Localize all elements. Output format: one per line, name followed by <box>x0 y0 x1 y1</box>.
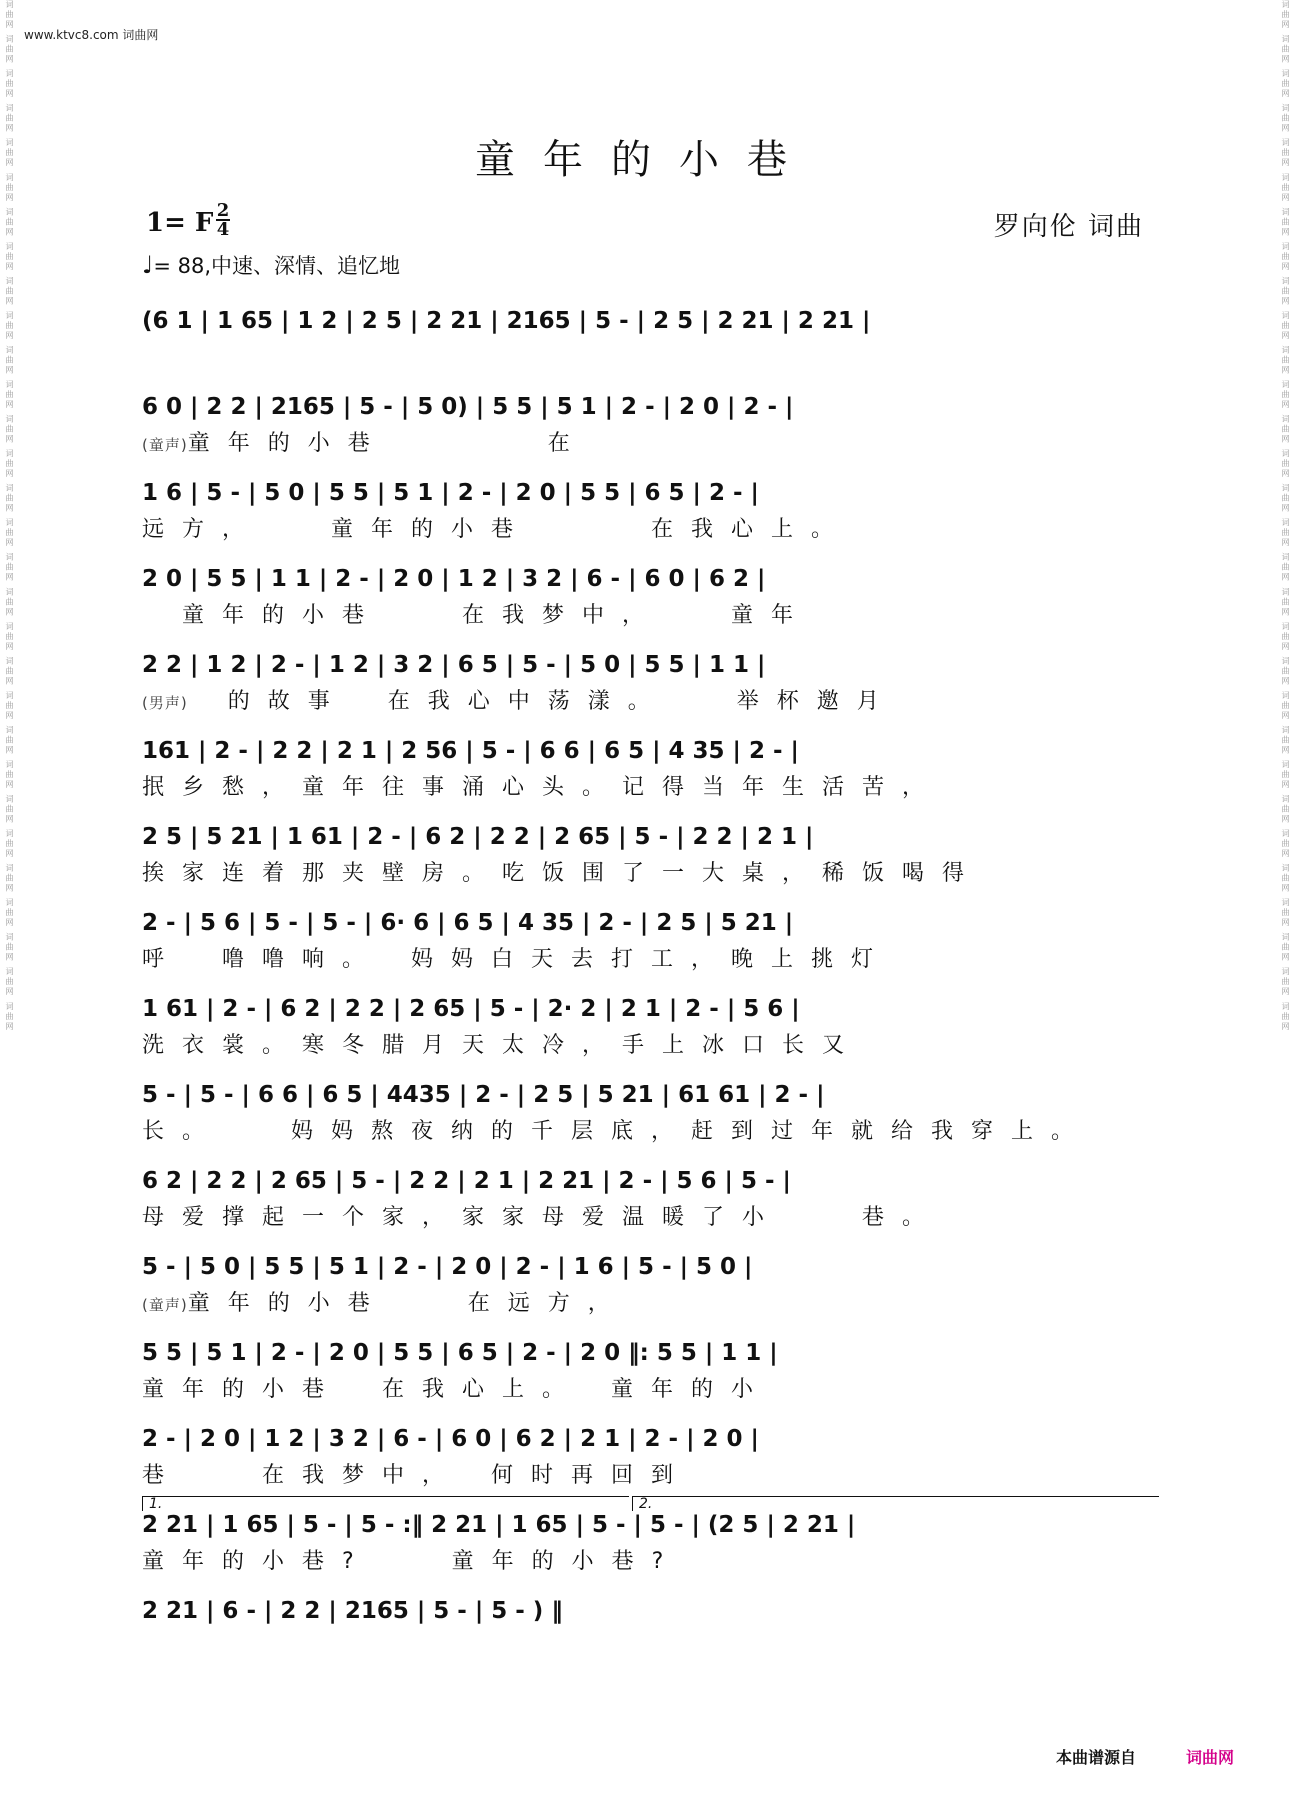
composer: 罗向伦 词曲 <box>993 212 1144 242</box>
footer-brand: 词曲网 <box>1185 1748 1234 1767</box>
notation-line: 5 - | 5 - | 6 6 | 6 5 | 4435 | 2 - | 2 5 | 5 21 | 61 61 | 2 - | <box>142 1082 825 1108</box>
score-system <box>142 1158 1152 1244</box>
notation-line: 2 5 | 5 21 | 1 61 | 2 - | 6 2 | 2 2 | 2 65 | 5 - | 2 2 | 2 1 | <box>142 824 814 850</box>
notation-line: 1 61 | 2 - | 6 2 | 2 2 | 2 65 | 5 - | 2· 2 | 2 1 | 2 - | 5 6 | <box>142 996 800 1022</box>
notation-line: 2 - | 2 0 | 1 2 | 3 2 | 6 - | 6 0 | 6 2 | 2 1 | 2 - | 2 0 | <box>142 1426 759 1452</box>
voice-label: (童声) <box>142 1296 188 1314</box>
footer-label: 本曲谱源自 <box>1055 1748 1136 1767</box>
lyric-line <box>142 1286 1152 1318</box>
score-system <box>142 814 1152 900</box>
page-title: 童年的小巷 <box>475 137 815 183</box>
score-system <box>142 728 1152 814</box>
lyric-line <box>142 340 1152 372</box>
lyric-line <box>142 598 1152 630</box>
lyric-line <box>142 856 1152 888</box>
score-system <box>142 298 1152 384</box>
lyric-text: 长。 妈妈熬夜纳的千层底，赶到过年就给我穿上。 <box>142 1119 1092 1144</box>
score-system <box>142 642 1152 728</box>
lyric-text: 童年的小巷 在我梦中， 童年 <box>142 603 812 628</box>
lyric-line <box>142 1544 1152 1576</box>
tempo-text: = 88,中速、深情、追忆地 <box>153 254 400 278</box>
notation-line: 2 21 | 6 - | 2 2 | 2165 | 5 - | 5 - ) ‖ <box>142 1598 563 1624</box>
key-signature: 1= F <box>146 208 214 238</box>
lyric-line <box>142 1114 1152 1146</box>
score-system <box>142 1588 1152 1674</box>
notation-line: 2 0 | 5 5 | 1 1 | 2 - | 2 0 | 1 2 | 3 2 | 6 - | 6 0 | 6 2 | <box>142 566 766 592</box>
score-system <box>142 900 1152 986</box>
lyric-line <box>142 512 1152 544</box>
score-system <box>142 1244 1152 1330</box>
right-watermark: 词曲网 词曲网 词曲网 词曲网 词曲网 词曲网 词曲网 词曲网 词曲网 词曲网 词曲网 词曲网 词曲网 词曲网 词曲网 词曲网 词曲网 词曲网 词曲网 词曲网 词曲网 词曲网 词曲网 词曲网 词曲网 词曲网 词曲网 词曲网 词曲网 词曲网 <box>1281 0 1290 1032</box>
notation-line: 2 21 | 1 65 | 5 - | 5 - :‖ 2 21 | 1 65 | 5 - | 5 - | (2 5 | 2 21 | <box>142 1512 856 1538</box>
lyric-text: 挨家连着那夹壁房。吃饭围了一大桌，稀饭喝得 <box>142 861 983 886</box>
score-system <box>142 1416 1152 1502</box>
score-system <box>142 470 1152 556</box>
score-system <box>142 556 1152 642</box>
header-url: www.ktvc8.com 词曲网 <box>24 28 159 42</box>
lyric-line <box>142 1630 1152 1662</box>
score-system <box>142 986 1152 1072</box>
volta-second-ending: 2. <box>632 1496 1159 1511</box>
footer <box>1056 1745 1234 1768</box>
volta-first-ending: 1. <box>142 1496 629 1511</box>
lyric-text: 巷 在我梦中， 何时再回到 <box>142 1463 692 1488</box>
score <box>142 298 1152 1674</box>
notation-line: 161 | 2 - | 2 2 | 2 1 | 2 56 | 5 - | 6 6 | 6 5 | 4 35 | 2 - | <box>142 738 799 764</box>
lyric-line <box>142 770 1152 802</box>
notation-line: 6 0 | 2 2 | 2165 | 5 - | 5 0) | 5 5 | 5 1 | 2 - | 2 0 | 2 - | <box>142 394 794 420</box>
lyric-text: 童年的小巷 在远方， <box>187 1291 628 1316</box>
time-signature-bottom: 4 <box>216 219 230 240</box>
notation-line: 1 6 | 5 - | 5 0 | 5 5 | 5 1 | 2 - | 2 0 | 5 5 | 6 5 | 2 - | <box>142 480 759 506</box>
time-signature <box>216 202 230 238</box>
lyric-line <box>142 426 1152 458</box>
voice-label: (男声) <box>142 694 188 712</box>
score-system <box>142 1330 1152 1416</box>
voice-label: (童声) <box>142 436 188 454</box>
score-system <box>142 1072 1152 1158</box>
lyric-line <box>142 1458 1152 1490</box>
lyric-text: 洗衣裳。寒冬腊月天太冷，手上冰口长又 <box>142 1033 863 1058</box>
lyric-text: 童年的小巷? 童年的小巷? <box>142 1549 682 1574</box>
lyric-line <box>142 1028 1152 1060</box>
lyric-text: 远方， 童年的小巷 在我心上。 <box>142 517 852 542</box>
notation-line: 2 - | 5 6 | 5 - | 5 - | 6· 6 | 6 5 | 4 35 | 2 - | 2 5 | 5 21 | <box>142 910 794 936</box>
lyric-line <box>142 684 1152 716</box>
lyric-line <box>142 1200 1152 1232</box>
left-watermark: 词曲网 词曲网 词曲网 词曲网 词曲网 词曲网 词曲网 词曲网 词曲网 词曲网 词曲网 词曲网 词曲网 词曲网 词曲网 词曲网 词曲网 词曲网 词曲网 词曲网 词曲网 词曲网 词曲网 词曲网 词曲网 词曲网 词曲网 词曲网 词曲网 词曲网 <box>5 0 14 1032</box>
notation-line: 2 2 | 1 2 | 2 - | 1 2 | 3 2 | 6 5 | 5 - | 5 0 | 5 5 | 1 1 | <box>142 652 766 678</box>
notation-line: 6 2 | 2 2 | 2 65 | 5 - | 2 2 | 2 1 | 2 21 | 2 - | 5 6 | 5 - | <box>142 1168 791 1194</box>
lyric-text: 抿乡愁，童年往事涌心头。记得当年生活苦， <box>142 775 943 800</box>
notation-line: 5 - | 5 0 | 5 5 | 5 1 | 2 - | 2 0 | 2 - | 1 6 | 5 - | 5 0 | <box>142 1254 753 1280</box>
quarter-note-icon: ♩ <box>142 251 154 279</box>
score-system <box>142 1496 1152 1588</box>
notation-line: (6 1 | 1 65 | 1 2 | 2 5 | 2 21 | 2165 | 5 - | 2 5 | 2 21 | 2 21 | <box>142 308 871 334</box>
lyric-line <box>142 1372 1152 1404</box>
lyric-text: 的故事 在我心中荡漾。 举杯邀月 <box>187 689 897 714</box>
lyric-text: 童年的小巷 在我心上。 童年的小 <box>142 1377 772 1402</box>
notation-line: 5 5 | 5 1 | 2 - | 2 0 | 5 5 | 6 5 | 2 - | 2 0 ‖: 5 5 | 1 1 | <box>142 1340 778 1366</box>
lyric-text: 呼 噜噜响。 妈妈白天去打工，晚上挑灯 <box>142 947 892 972</box>
time-signature-top: 2 <box>216 200 230 221</box>
tempo-marking <box>142 250 400 280</box>
score-system <box>142 384 1152 470</box>
lyric-text: 童年的小巷 在 <box>187 431 588 456</box>
lyric-text: 母爱撑起一个家，家家母爱温暖了小 巷。 <box>142 1205 943 1230</box>
lyric-line <box>142 942 1152 974</box>
